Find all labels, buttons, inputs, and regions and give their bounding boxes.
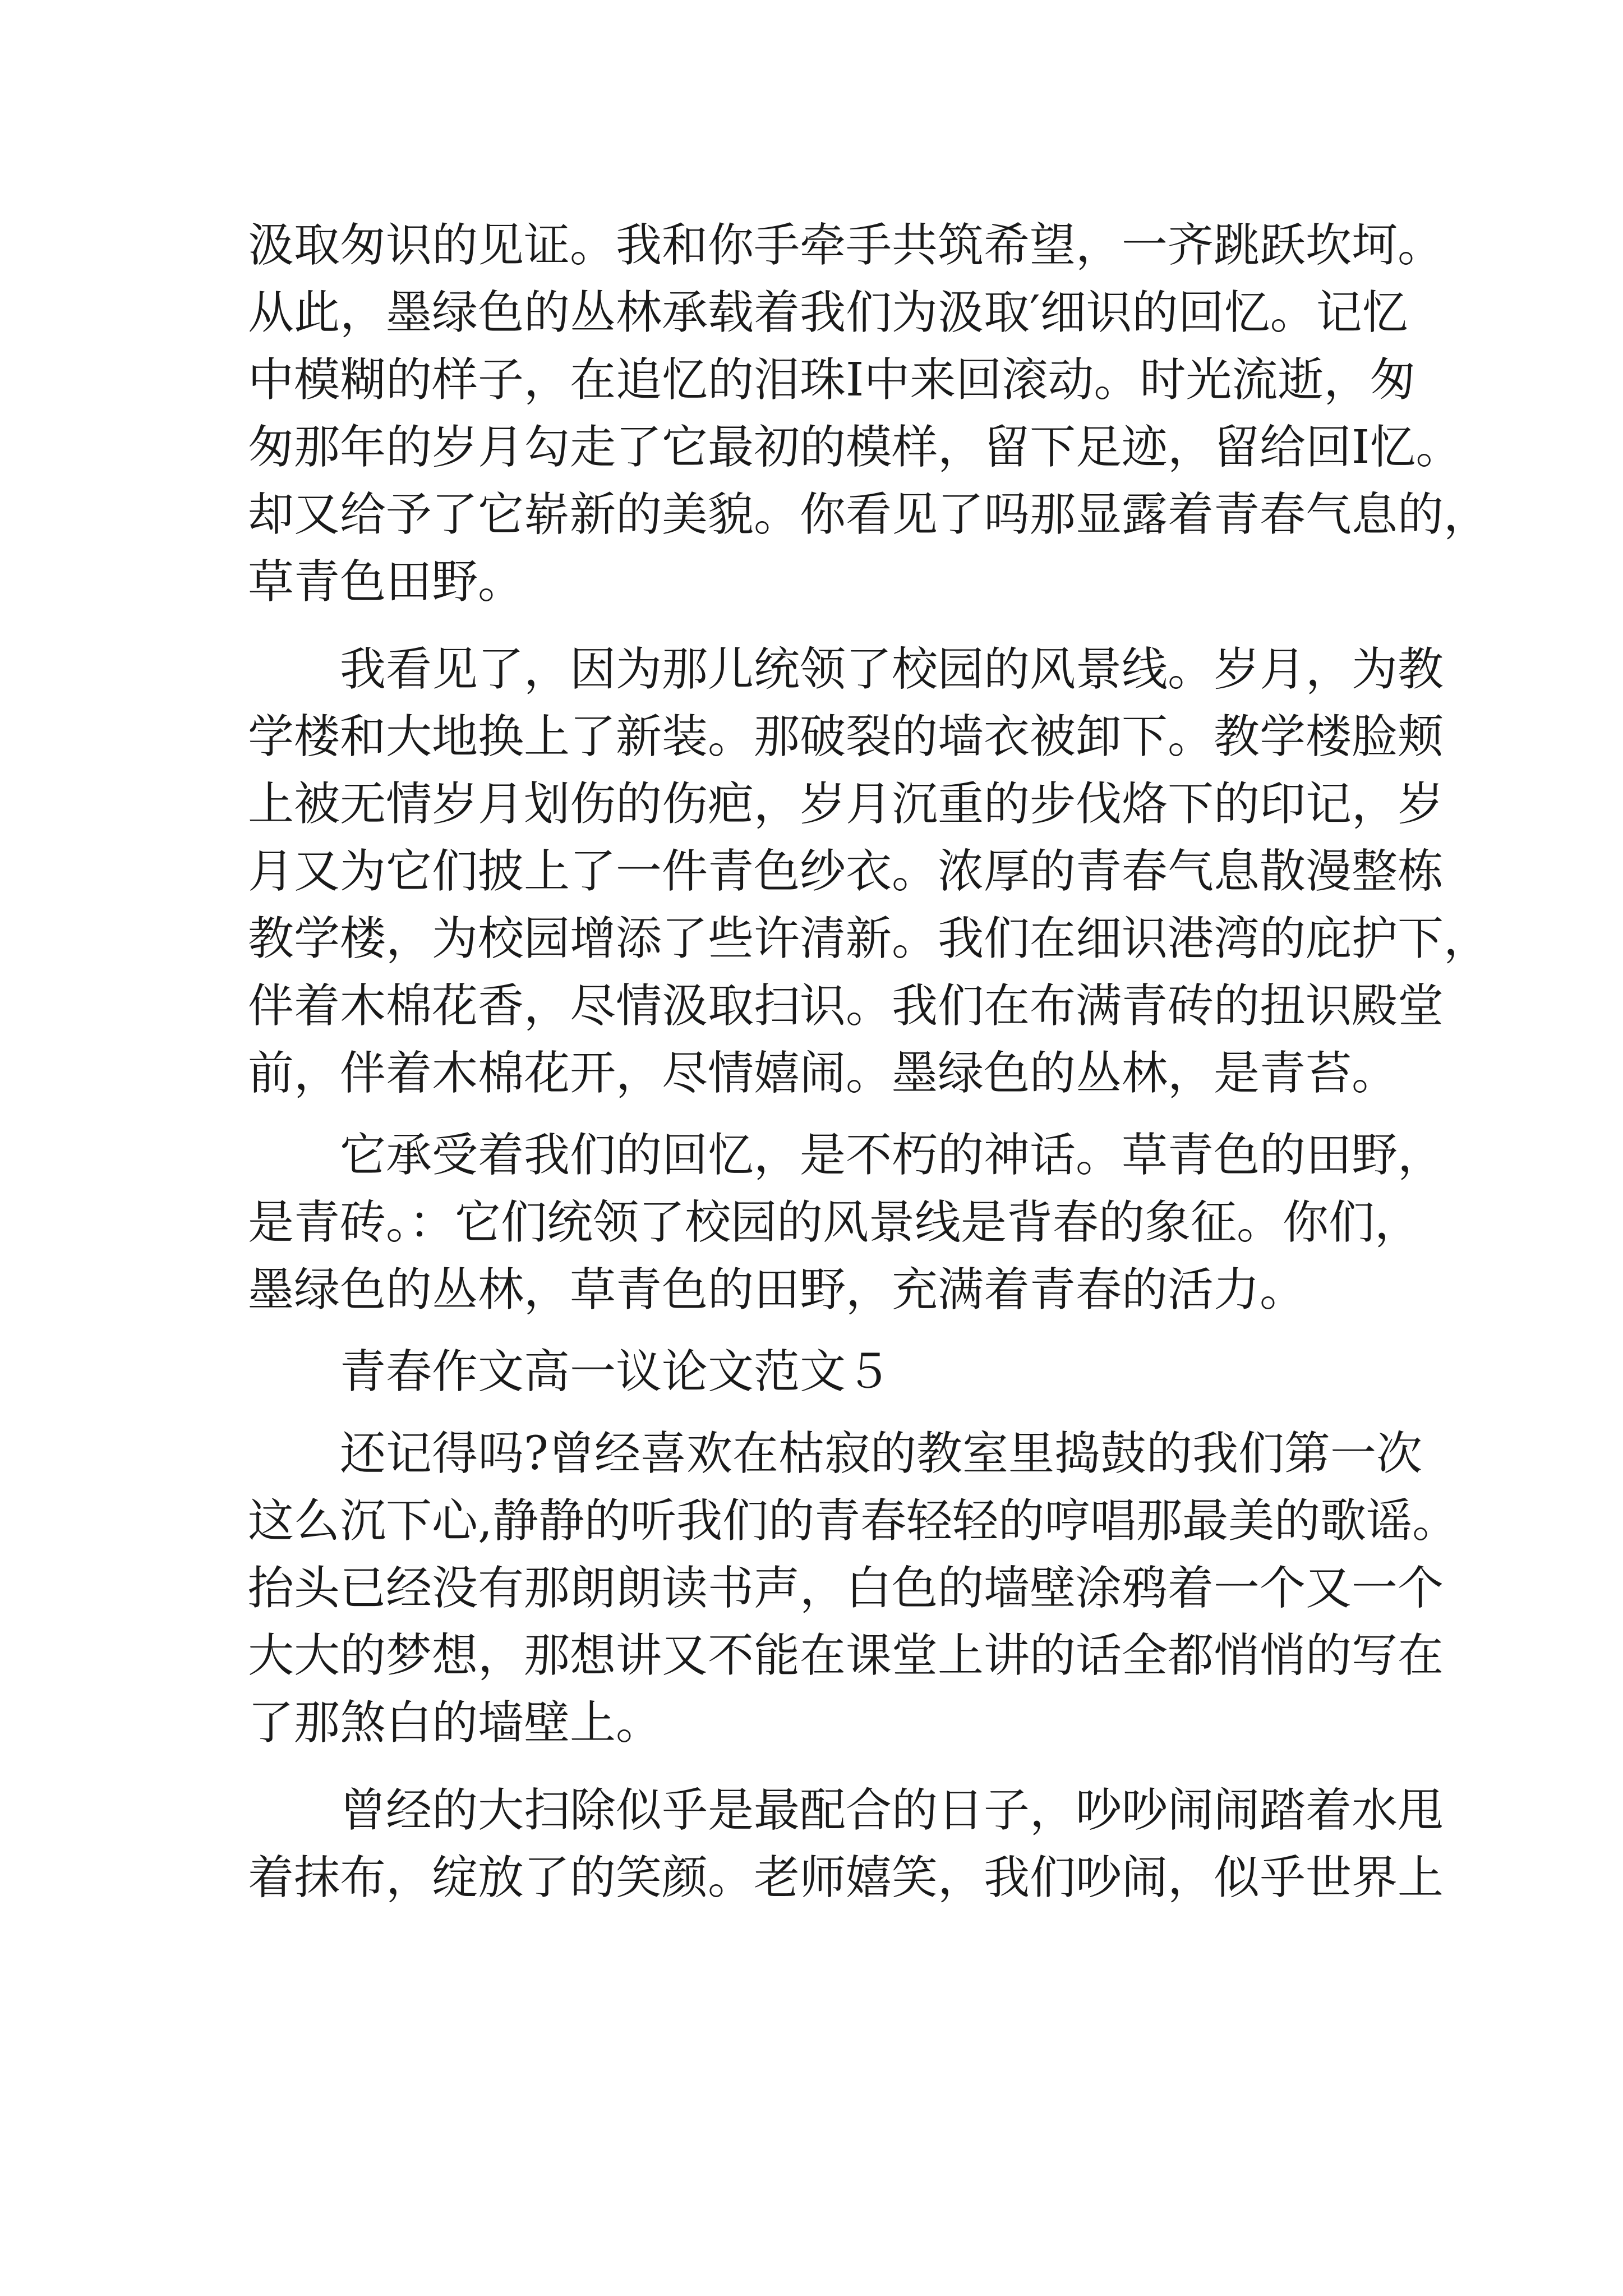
text-line: 从此，墨绿色的丛林承载着我们为汲取′细识的回忆。记忆 [248,286,1408,339]
text-line: 前，伴着木棉花开，尽情嬉闹。墨绿色的丛林，是青苔。 [248,1047,1398,1100]
text-line: 着抹布，绽放了的笑颜。老师嬉笑，我们吵闹，似乎世界上 [248,1851,1444,1904]
essay-body [248,212,1490,1912]
text-line: 学楼和大地换上了新装。那破裂的墙衣被卸下。教学楼脸颊 [248,710,1444,763]
paragraph-first-line: 曾经的大扫除似乎是最配合的日子，吵吵闹闹踏着水甩 [340,1784,1444,1837]
text-line: 匆那年的岁月勾走了它最初的模样，留下足迹，留给回Ⅰ忆。 [248,421,1462,474]
text-line: 是青砖。：它们统领了校园的风景线是背春的象征。你们， [248,1196,1421,1249]
text-line: 这么沉下心,静静的听我们的青春轻轻的哼唱那最美的歌谣。 [248,1494,1459,1548]
text-line: 教学楼，为校园增添了些许清新。我们在细识港湾的庇护下， [248,912,1490,965]
paragraph-first-line: 它承受着我们的回忆，是不朽的神话。草青色的田野， [340,1129,1444,1182]
text-line: 了那煞白的墙壁上。 [248,1696,662,1750]
text-line: 却又给予了它崭新的美貌。你看见了吗那显露着青春气息的， [248,488,1490,541]
text-line: 草青色田野。 [248,555,524,609]
paragraph-first-line: 还记得吗?曾经喜欢在枯寂的教室里捣鼓的我们第一次 [340,1427,1422,1480]
text-line: 大大的梦想，那想讲又不能在课堂上讲的话全都悄悄的写在 [248,1629,1444,1682]
text-line: 伴着木棉花香，尽情汲取扫识。我们在布满青砖的扭识殿堂 [248,979,1444,1033]
section-heading: 青春作文高一议论文范文５ [340,1345,892,1398]
text-line: 抬头已经没有那朗朗读书声，白色的墙壁涂鸦着一个又一个 [248,1562,1444,1615]
text-line: 中模糊的样子，在追忆的泪珠Ⅰ中来回滚动。时光流逝，匆 [248,353,1416,407]
text-line: 墨绿色的丛林，草青色的田野，充满着青春的活力。 [248,1263,1306,1317]
text-line: 月又为它们披上了一件青色纱衣。浓厚的青春气息散漫整栋 [248,845,1444,898]
paragraph-first-line: 我看见了，因为那儿统领了校园的风景线。岁月，为教 [340,643,1444,696]
text-line: 上被无情岁月划伤的伤疤，岁月沉重的步伐烙下的印记，岁 [248,777,1444,831]
text-line: 汲取匆识的见证。我和你手牵手共筑希望，一齐跳跃坎坷。 [248,219,1444,272]
